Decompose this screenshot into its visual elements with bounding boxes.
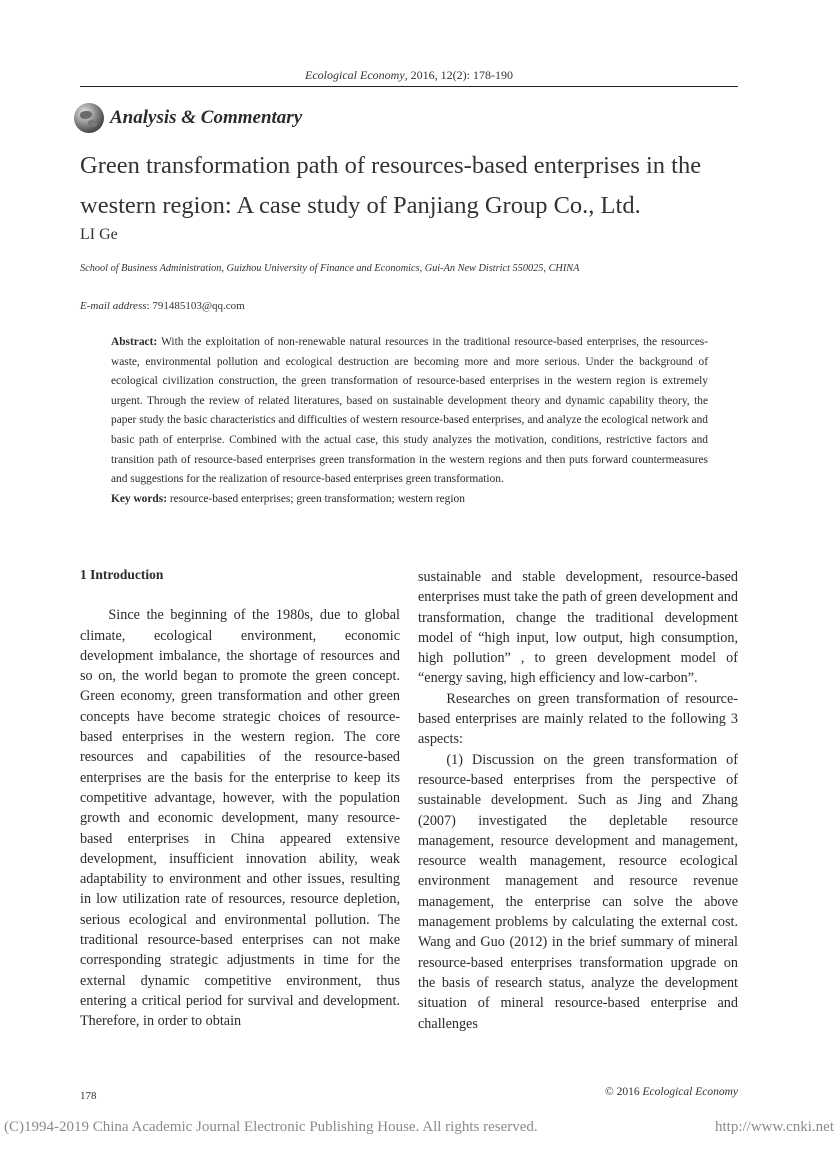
section-heading: 1 Introduction bbox=[80, 567, 164, 582]
abstract-block bbox=[111, 333, 708, 509]
keywords-label: Key words: bbox=[111, 492, 167, 505]
abstract bbox=[111, 333, 708, 490]
keywords-text: resource-based enterprises; green transformation; western region bbox=[167, 492, 465, 505]
email-address: : 791485103@qq.com bbox=[146, 300, 245, 312]
abstract-label: Abstract: bbox=[111, 336, 158, 348]
body-paragraph: Researches on green transformation of resource-based enterprises are mainly related to the following 3 aspects: bbox=[418, 690, 738, 748]
journal-name: Ecological Economy bbox=[305, 68, 405, 82]
body-paragraph: (1) Discussion on the green transformation of resource-based enterprises from the perspective of sustainable development. Such as Jing and Zhang (2007) investigated the depletable resource management, resource development and management, resource wealth management, resource ecological environment management and resource revenue management, the enterprise can solve the above management problems by calculating the external cost. Wang and Guo (2012) in the brief summary of mineral resource-based enterprises transformation upgrade on the basis of research status, analyze the development situation of mineral resource-based enterprise and challenges bbox=[418, 751, 738, 1032]
running-header bbox=[80, 68, 738, 83]
watermark bbox=[4, 1119, 834, 1136]
section-label-text: Analysis & Commentary bbox=[110, 107, 303, 128]
keywords bbox=[111, 490, 708, 510]
email-label: E-mail address bbox=[80, 300, 147, 312]
author-name: LI Ge bbox=[80, 226, 118, 243]
section-label bbox=[74, 102, 302, 134]
copyright-journal: Ecological Economy bbox=[642, 1086, 738, 1098]
header-rule bbox=[80, 86, 738, 87]
footer-copyright bbox=[605, 1086, 738, 1098]
abstract-text: With the exploitation of non-renewable natural resources in the traditional resource-based enterprises, the resources-waste, environmental pollution and ecological destruction are becoming more and more serious. Under the background of ecological civilization construction, the green transformation of resource-based enterprises in the western region is extremely urgent. Through the review of related literatures, based on sustainable development theory and dynamic capability theory, the paper study the basic characteristics and difficulties of western resource-based enterprises, and analyze the ecological network and basic path of enterprise. Combined with the actual case, this study analyzes the motivation, conditions, restrictive factors and transition path of resource-based enterprises green transformation in the western regions and then puts forward countermeasures and suggestions for the realization of resource-based enterprises green transformation. bbox=[111, 336, 708, 486]
body-paragraph: Since the beginning of the 1980s, due to global climate, ecological environment, economic development imbalance, the shortage of resources and so on, the world began to promote the green concept. Green economy, green transformation and other green concepts have become strategic choices of resource-based enterprises in the western region. The core resources and capabilities of the resource-based enterprises are the basis for the enterprise to keep its competitive advantage, however, with the population growth and economic development, many resource-based enterprises in China appeared extensive development, insufficient innovation ability, weak adaptability to environment and other issues, resulting in low utilization rate of resources, resource depletion, serious ecological and environmental pollution. The traditional resource-based enterprises can not make corresponding strategic adjustments in time for the external dynamic competitive environment, thus entering a critical period for survival and development. Therefore, in order to obtain bbox=[80, 607, 400, 1030]
page-number: 178 bbox=[80, 1090, 97, 1102]
watermark-rights: (C)1994-2019 China Academic Journal Electronic Publishing House. All rights reserved. bbox=[4, 1119, 538, 1135]
copyright-prefix: © 2016 bbox=[605, 1086, 643, 1098]
body-paragraph: sustainable and stable development, resource-based enterprises must take the path of green development and transformation, change the traditional development model of “high input, low output, high consumption, high pollution” , to green development model of “energy saving, high efficiency and low-carbon”. bbox=[418, 569, 738, 687]
article-title: Green transformation path of resources-based enterprises in the western region: A case study of Panjiang Group Co., Ltd. bbox=[80, 152, 702, 219]
globe-icon bbox=[74, 103, 104, 133]
author-affiliation: School of Business Administration, Guizhou University of Finance and Economics, Gui-An New District 550025, CHINA bbox=[80, 263, 580, 274]
watermark-url: http://www.cnki.net bbox=[714, 1119, 834, 1135]
left-column bbox=[80, 565, 400, 1032]
email-line bbox=[80, 300, 245, 312]
journal-citation: , 2016, 12(2): 178-190 bbox=[404, 68, 513, 82]
right-column bbox=[418, 567, 738, 1034]
